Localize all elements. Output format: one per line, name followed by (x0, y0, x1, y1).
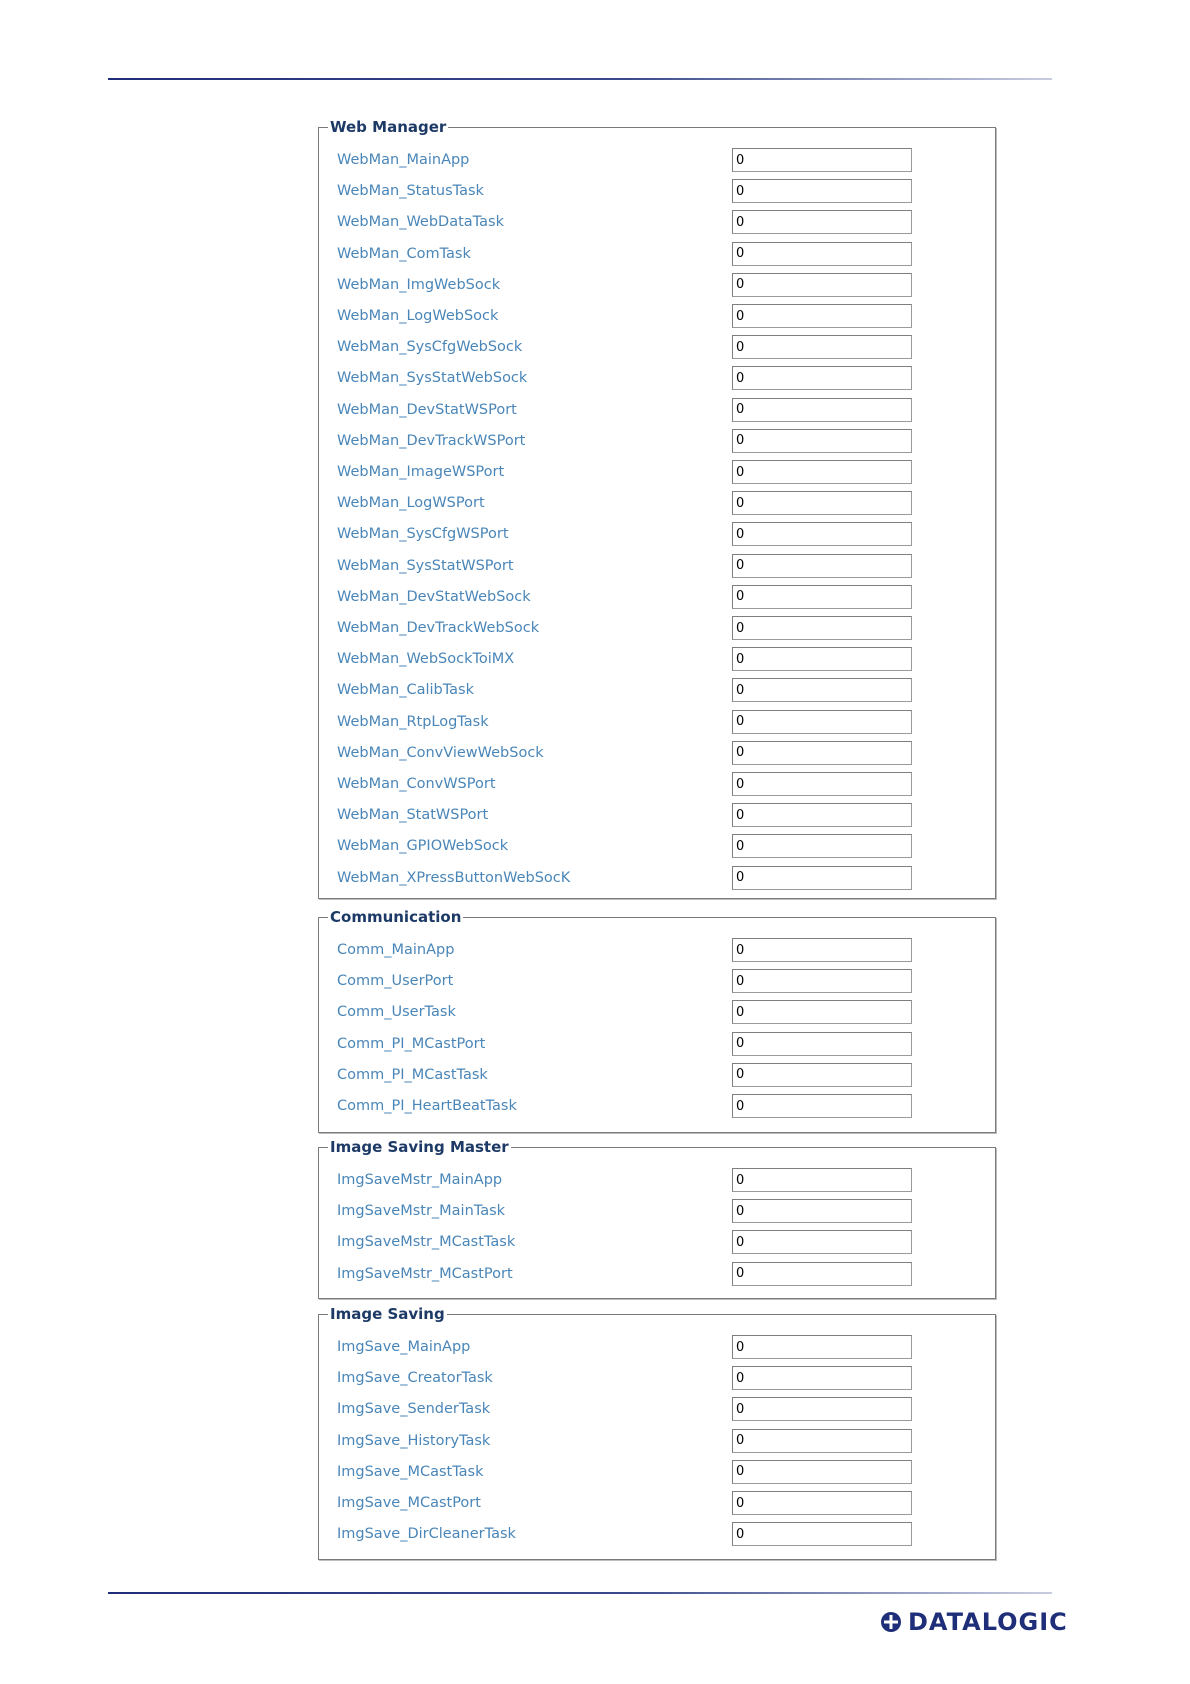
field-row (319, 803, 995, 827)
field-row (319, 366, 995, 390)
field-input[interactable] (732, 1230, 912, 1254)
field-label: WebMan_MainApp (337, 152, 470, 168)
field-label: WebMan_LogWebSock (337, 308, 499, 324)
field-input[interactable] (732, 398, 912, 422)
field-row (319, 460, 995, 484)
field-row (319, 1522, 995, 1546)
field-label: Comm_PI_MCastTask (337, 1066, 488, 1083)
field-input[interactable] (732, 647, 912, 671)
field-input[interactable] (732, 1199, 912, 1223)
field-row (319, 179, 995, 203)
field-input[interactable] (732, 304, 912, 328)
field-row (319, 1460, 995, 1484)
field-input[interactable] (732, 678, 912, 702)
field-label: ImgSave_MCastPort (337, 1495, 481, 1511)
field-input[interactable] (732, 1168, 912, 1192)
field-label: ImgSaveMstr_MainApp (337, 1172, 503, 1188)
datalogic-mark-icon (880, 1611, 902, 1633)
group-communication (318, 908, 996, 1133)
field-row (319, 304, 995, 328)
field-label: Comm_MainApp (337, 942, 455, 958)
field-label: ImgSave_HistoryTask (337, 1432, 491, 1449)
field-input[interactable] (732, 741, 912, 765)
field-input[interactable] (732, 179, 912, 203)
field-row (319, 1262, 995, 1286)
field-row (319, 834, 995, 858)
field-input[interactable] (732, 554, 912, 578)
field-label: Comm_UserTask (337, 1004, 456, 1021)
field-row (319, 866, 995, 890)
field-label: ImgSaveMstr_MainTask (337, 1203, 506, 1220)
field-input[interactable] (732, 866, 912, 890)
field-input[interactable] (732, 1522, 912, 1546)
field-input[interactable] (732, 1397, 912, 1421)
field-input[interactable] (732, 148, 912, 172)
field-row (319, 1063, 995, 1087)
field-input[interactable] (732, 710, 912, 734)
field-input[interactable] (732, 1460, 912, 1484)
field-input[interactable] (732, 366, 912, 390)
field-input[interactable] (732, 616, 912, 640)
field-label: WebMan_SysCfgWSPort (337, 526, 509, 543)
field-row (319, 1199, 995, 1223)
field-input[interactable] (732, 834, 912, 858)
field-row (319, 554, 995, 578)
field-row (319, 741, 995, 765)
field-label: WebMan_LogWSPort (337, 495, 485, 512)
field-row (319, 148, 995, 172)
field-input[interactable] (732, 1063, 912, 1087)
field-input[interactable] (732, 938, 912, 962)
field-label: WebMan_WebDataTask (337, 214, 504, 231)
field-row (319, 1429, 995, 1453)
field-input[interactable] (732, 1335, 912, 1359)
group-title: Communication (330, 908, 462, 926)
field-row (319, 1230, 995, 1254)
field-input[interactable] (732, 242, 912, 266)
field-row (319, 1032, 995, 1056)
field-row (319, 772, 995, 796)
field-label: WebMan_SysStatWebSock (337, 370, 528, 387)
field-label: WebMan_StatusTask (337, 183, 484, 200)
field-label: WebMan_SysCfgWebSock (337, 339, 523, 356)
field-row (319, 647, 995, 671)
field-label: Comm_UserPort (337, 973, 454, 990)
field-input[interactable] (732, 335, 912, 359)
field-label: ImgSave_CreatorTask (337, 1370, 493, 1387)
field-label: Comm_PI_HeartBeatTask (337, 1098, 517, 1114)
field-input[interactable] (732, 1262, 912, 1286)
field-input[interactable] (732, 772, 912, 796)
field-label: WebMan_ImageWSPort (337, 464, 505, 480)
field-row (319, 1366, 995, 1390)
field-label: WebMan_GPIOWebSock (337, 838, 509, 855)
field-input[interactable] (732, 491, 912, 515)
field-label: ImgSaveMstr_MCastPort (337, 1265, 513, 1282)
group-image-saving-master (318, 1138, 996, 1299)
field-row (319, 678, 995, 702)
field-row (319, 1000, 995, 1024)
field-row (319, 242, 995, 266)
field-row (319, 1335, 995, 1359)
field-input[interactable] (732, 1032, 912, 1056)
field-row (319, 429, 995, 453)
field-input[interactable] (732, 1429, 912, 1453)
field-label: WebMan_WebSockToiMX (337, 651, 515, 668)
field-row (319, 1094, 995, 1118)
field-input[interactable] (732, 803, 912, 827)
group-title: Web Manager (330, 118, 447, 136)
field-row (319, 491, 995, 515)
field-input[interactable] (732, 429, 912, 453)
field-label: WebMan_ComTask (337, 245, 471, 262)
field-label: WebMan_ConvViewWebSock (337, 744, 544, 761)
field-row (319, 1491, 995, 1515)
footer-rule (108, 1592, 1052, 1594)
field-row (319, 398, 995, 422)
field-label: WebMan_StatWSPort (337, 807, 489, 824)
field-row (319, 210, 995, 234)
field-label: WebMan_RtpLogTask (337, 713, 489, 730)
field-label: WebMan_ConvWSPort (337, 776, 496, 792)
field-label: WebMan_DevTrackWebSock (337, 620, 540, 636)
group-web-manager (318, 118, 996, 899)
field-input[interactable] (732, 1491, 912, 1515)
field-input[interactable] (732, 1094, 912, 1118)
field-label: WebMan_SysStatWSPort (337, 557, 514, 574)
field-label: WebMan_DevStatWSPort (337, 401, 517, 418)
field-label: WebMan_DevStatWebSock (337, 588, 531, 605)
field-input[interactable] (732, 522, 912, 546)
header-rule (108, 78, 1052, 80)
field-input[interactable] (732, 969, 912, 993)
field-label: WebMan_DevTrackWSPort (337, 432, 526, 449)
field-row (319, 938, 995, 962)
field-label: ImgSave_MCastTask (337, 1463, 484, 1480)
group-title: Image Saving Master (330, 1138, 509, 1156)
datalogic-logo (880, 1606, 1068, 1638)
field-input[interactable] (732, 585, 912, 609)
field-input[interactable] (732, 210, 912, 234)
field-row (319, 710, 995, 734)
field-row (319, 585, 995, 609)
field-row (319, 1397, 995, 1421)
field-row (319, 969, 995, 993)
field-input[interactable] (732, 273, 912, 297)
field-row (319, 273, 995, 297)
field-label: ImgSave_DirCleanerTask (337, 1526, 516, 1543)
field-label: Comm_PI_MCastPort (337, 1035, 486, 1052)
field-row (319, 335, 995, 359)
field-input[interactable] (732, 1000, 912, 1024)
field-input[interactable] (732, 460, 912, 484)
field-label: ImgSaveMstr_MCastTask (337, 1234, 516, 1251)
field-row (319, 616, 995, 640)
field-input[interactable] (732, 1366, 912, 1390)
field-label: WebMan_XPressButtonWebSocK (337, 869, 571, 886)
field-label: ImgSave_MainApp (337, 1339, 471, 1355)
field-label: ImgSave_SenderTask (337, 1401, 491, 1418)
logo-text: DATALOGIC (908, 1608, 1068, 1636)
group-title: Image Saving (330, 1305, 445, 1323)
group-image-saving (318, 1305, 996, 1560)
field-label: WebMan_CalibTask (337, 682, 475, 699)
field-label: WebMan_ImgWebSock (337, 276, 501, 293)
field-row (319, 522, 995, 546)
field-row (319, 1168, 995, 1192)
